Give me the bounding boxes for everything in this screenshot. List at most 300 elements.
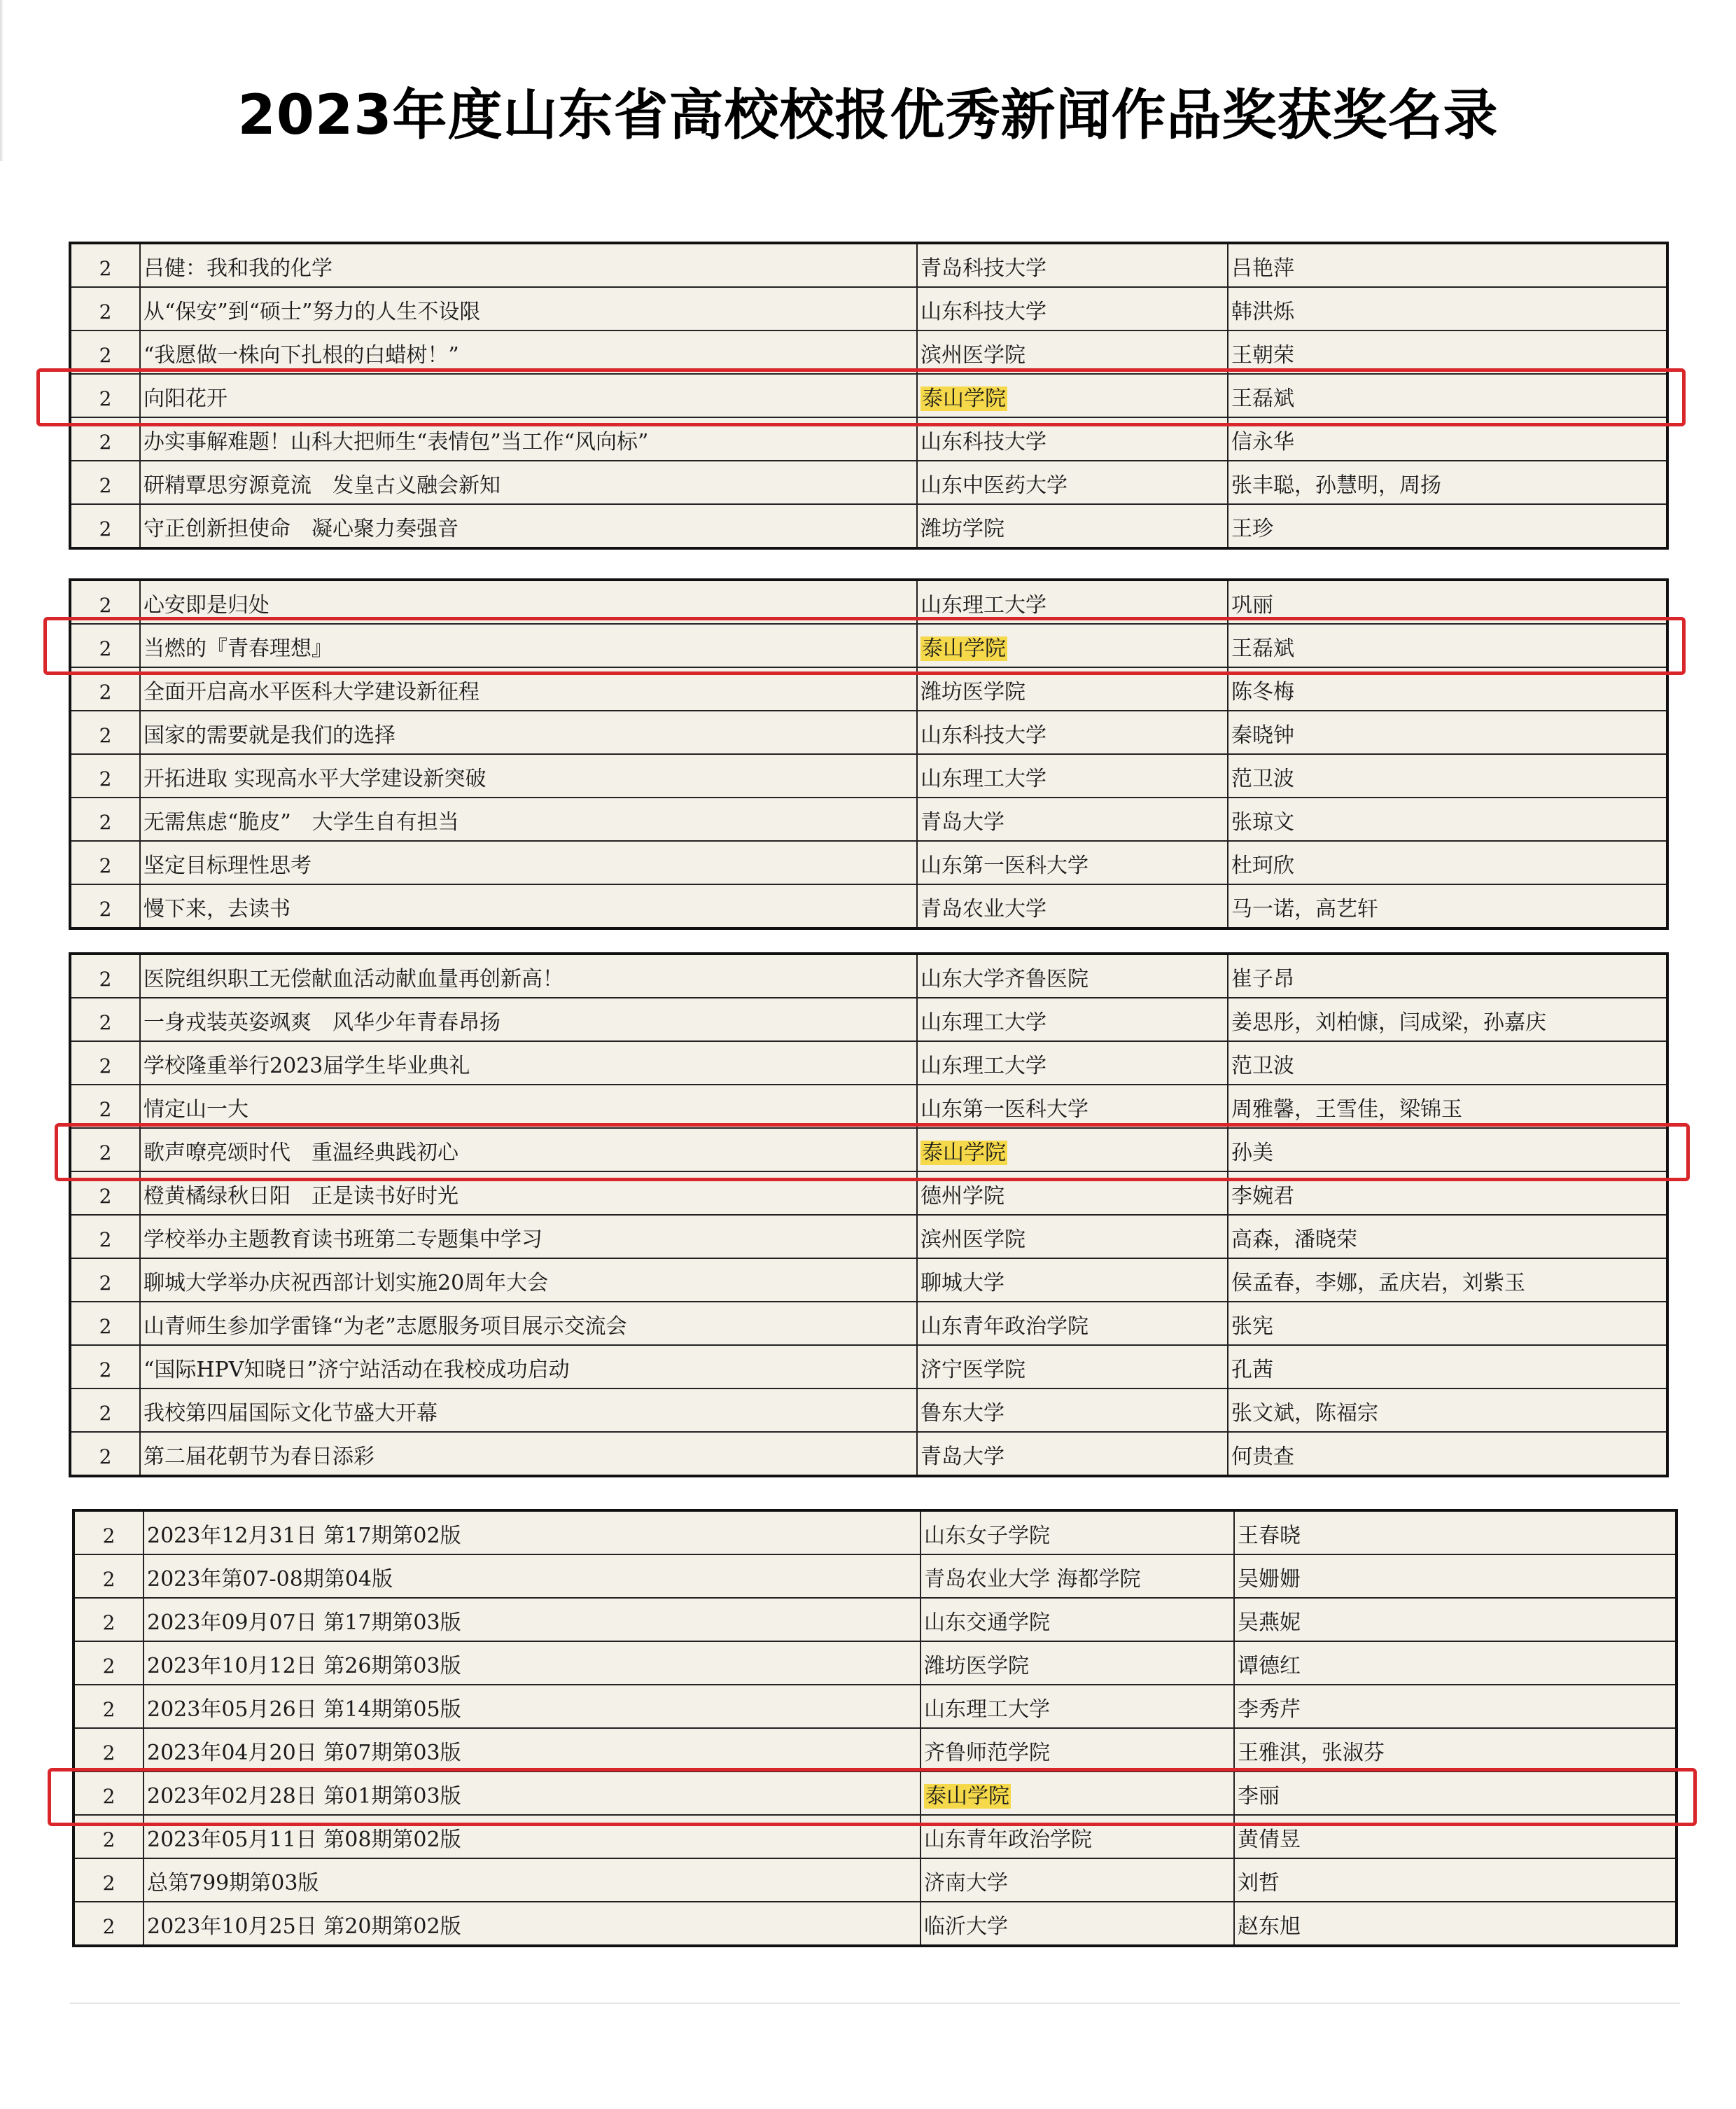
table-row: [70, 374, 1667, 417]
grade-cell: [74, 1858, 144, 1902]
work-title-cell-text: 无需焦虑“脆皮” 大学生自有担当: [144, 810, 459, 835]
work-title-cell-text: “国际HPV知晓日”济宁站活动在我校成功启动: [144, 1358, 570, 1382]
work-title-cell-text: 2023年09月07日 第17期第03版: [147, 1610, 461, 1635]
school-cell: [920, 1598, 1234, 1641]
author-cell: [1228, 954, 1667, 998]
grade-cell-text: 2: [99, 1358, 112, 1381]
work-title-cell-text: 吕健：我和我的化学: [144, 256, 332, 281]
school-cell-text: 泰山学院: [922, 387, 1006, 411]
grade-cell-text: 2: [99, 637, 112, 660]
school-cell: [917, 1345, 1228, 1388]
grade-cell-text: 2: [99, 1445, 112, 1468]
table-row: [70, 1215, 1667, 1258]
grade-cell-text: 2: [99, 767, 112, 791]
work-title-cell: [140, 1085, 917, 1128]
work-title-cell-text: 2023年10月25日 第20期第02版: [147, 1914, 461, 1939]
grade-cell-text: 2: [99, 1098, 112, 1121]
grade-cell: [70, 287, 140, 330]
school-cell: [917, 461, 1228, 504]
grade-cell: [70, 1215, 140, 1258]
work-title-cell-text: 向阳花开: [144, 387, 227, 411]
table-row: [70, 798, 1667, 841]
work-title-cell: [140, 954, 917, 998]
author-cell: [1228, 287, 1667, 330]
author-cell-text: 张丰聪，孙慧明，周扬: [1231, 473, 1441, 498]
author-cell: [1234, 1685, 1676, 1728]
author-cell: [1234, 1902, 1676, 1946]
work-title-cell: [140, 1432, 917, 1476]
work-title-cell-text: 2023年10月12日 第26期第03版: [147, 1654, 461, 1678]
author-cell-text: 谭德红: [1238, 1654, 1301, 1678]
school-cell: [917, 417, 1228, 461]
work-title-cell-text: 从“保安”到“硕士”努力的人生不设限: [144, 300, 481, 324]
grade-cell-text: 2: [99, 1185, 112, 1208]
school-cell-text: 鲁东大学: [920, 1401, 1004, 1426]
author-cell-text: 吴燕妮: [1238, 1610, 1301, 1635]
author-cell: [1228, 1258, 1667, 1302]
grade-cell: [70, 711, 140, 754]
author-cell-text: 吕艳萍: [1231, 256, 1294, 281]
school-cell: [920, 1728, 1234, 1772]
author-cell: [1228, 1345, 1667, 1388]
author-cell-text: 周雅馨，王雪佳，梁锦玉: [1231, 1097, 1462, 1122]
work-title-cell: [140, 624, 917, 667]
grade-cell: [70, 954, 140, 998]
grade-cell: [70, 461, 140, 504]
school-cell-text: 滨州医学院: [920, 343, 1026, 368]
table-row: [70, 1345, 1667, 1388]
author-cell: [1228, 754, 1667, 798]
work-title-cell-text: 学校举办主题教育读书班第二专题集中学习: [144, 1227, 542, 1252]
author-cell-text: 范卫波: [1231, 767, 1294, 791]
grade-cell-text: 2: [99, 681, 112, 704]
author-cell: [1228, 1302, 1667, 1345]
school-cell-text: 潍坊医学院: [920, 680, 1026, 704]
author-cell: [1228, 1432, 1667, 1476]
grade-cell: [74, 1685, 144, 1728]
work-title-cell: [144, 1902, 920, 1946]
work-title-cell-text: 2023年04月20日 第07期第03版: [147, 1741, 461, 1765]
table-row: [70, 884, 1667, 928]
author-cell-text: 马一诺，高艺轩: [1231, 897, 1378, 921]
grade-cell: [70, 754, 140, 798]
work-title-cell-text: 2023年02月28日 第01期第03版: [147, 1784, 461, 1809]
award-table-section-3: [69, 952, 1669, 1477]
table-row: [70, 243, 1667, 287]
grade-cell-text: 2: [99, 1141, 112, 1164]
grade-cell-text: 2: [99, 1228, 112, 1251]
grade-cell-text: 2: [102, 1568, 115, 1591]
table-row: [70, 1171, 1667, 1215]
grade-cell: [74, 1772, 144, 1815]
school-cell: [917, 287, 1228, 330]
author-cell: [1228, 1215, 1667, 1258]
author-cell: [1234, 1728, 1676, 1772]
school-cell-text: 山东科技大学: [920, 723, 1046, 748]
work-title-cell-text: 2023年12月31日 第17期第02版: [147, 1524, 461, 1548]
school-cell-text: 山东科技大学: [920, 300, 1046, 324]
grade-cell: [70, 1432, 140, 1476]
author-cell: [1228, 624, 1667, 667]
work-title-cell-text: 2023年05月11日 第08期第02版: [147, 1828, 461, 1852]
author-cell-text: 刘哲: [1238, 1871, 1280, 1895]
school-cell-text: 山东女子学院: [924, 1524, 1050, 1548]
table-row: [70, 998, 1667, 1041]
work-title-cell-text: 全面开启高水平医科大学建设新征程: [144, 680, 479, 704]
grade-cell-text: 2: [102, 1741, 115, 1765]
school-cell-text: 山东第一医科大学: [920, 1097, 1088, 1122]
grade-cell-text: 2: [99, 1054, 112, 1078]
grade-cell: [70, 624, 140, 667]
table-row: [70, 841, 1667, 884]
author-cell-text: 巩丽: [1231, 593, 1273, 618]
table-row: [74, 1685, 1676, 1728]
author-cell-text: 信永华: [1231, 430, 1294, 454]
grade-cell: [74, 1728, 144, 1772]
author-cell: [1228, 504, 1667, 548]
school-cell-text: 山东理工大学: [920, 593, 1046, 618]
author-cell: [1228, 1085, 1667, 1128]
table-row: [70, 1085, 1667, 1128]
work-title-cell-text: 研精覃思穷源竟流 发皇古义融会新知: [144, 473, 500, 498]
grade-cell-text: 2: [99, 1315, 112, 1338]
grade-cell-text: 2: [99, 517, 112, 541]
table-row: [70, 1432, 1667, 1476]
work-title-cell-text: 心安即是归处: [144, 593, 270, 618]
grade-cell: [70, 1171, 140, 1215]
author-cell-text: 孔茜: [1231, 1358, 1273, 1382]
author-cell-text: 李秀芹: [1238, 1697, 1301, 1722]
work-title-cell-text: 慢下来，去读书: [144, 897, 290, 921]
school-cell: [917, 1388, 1228, 1432]
grade-cell: [70, 1302, 140, 1345]
author-cell: [1228, 243, 1667, 287]
work-title-cell: [140, 1345, 917, 1388]
table-row: [70, 330, 1667, 374]
work-title-cell-text: 橙黄橘绿秋日阳 正是读书好时光: [144, 1184, 458, 1209]
grade-cell-text: 2: [99, 724, 112, 747]
grade-cell: [70, 330, 140, 374]
grade-cell-text: 2: [102, 1785, 115, 1808]
school-cell: [917, 1128, 1228, 1171]
work-title-cell: [140, 330, 917, 374]
author-cell-text: 姜思彤，刘柏慷，闫成梁，孙嘉庆: [1231, 1010, 1546, 1035]
author-cell: [1234, 1772, 1676, 1815]
school-cell: [917, 1085, 1228, 1128]
school-cell-text: 山东青年政治学院: [924, 1828, 1092, 1852]
author-cell: [1234, 1598, 1676, 1641]
grade-cell-text: 2: [102, 1872, 115, 1895]
table-row: [70, 417, 1667, 461]
work-title-cell: [144, 1641, 920, 1685]
school-cell-text: 山东理工大学: [920, 1010, 1046, 1035]
table-row: [70, 1258, 1667, 1302]
author-cell: [1228, 417, 1667, 461]
author-cell-text: 孙美: [1231, 1141, 1273, 1165]
grade-cell: [70, 1388, 140, 1432]
school-cell: [917, 504, 1228, 548]
table-row: [70, 287, 1667, 330]
school-cell: [917, 580, 1228, 624]
school-cell-text: 山东交通学院: [924, 1610, 1050, 1635]
work-title-cell: [140, 667, 917, 711]
school-cell: [917, 711, 1228, 754]
work-title-cell-text: 守正创新担使命 凝心聚力奏强音: [144, 517, 458, 541]
author-cell: [1228, 1171, 1667, 1215]
grade-cell-text: 2: [99, 898, 112, 921]
school-cell-text: 山东科技大学: [920, 430, 1046, 454]
school-cell-text: 泰山学院: [925, 1784, 1009, 1809]
table-row: [74, 1510, 1676, 1554]
author-cell: [1228, 798, 1667, 841]
grade-cell: [70, 417, 140, 461]
author-cell: [1228, 841, 1667, 884]
grade-cell: [70, 243, 140, 287]
work-title-cell: [140, 1302, 917, 1345]
table-row: [70, 1388, 1667, 1432]
work-title-cell: [144, 1598, 920, 1641]
grade-cell-text: 2: [99, 1272, 112, 1295]
table-row: [74, 1554, 1676, 1598]
table-row: [70, 954, 1667, 998]
author-cell-text: 李丽: [1238, 1784, 1280, 1809]
author-cell: [1228, 461, 1667, 504]
work-title-cell: [140, 504, 917, 548]
school-cell-text: 青岛大学: [920, 810, 1004, 835]
table-row: [70, 667, 1667, 711]
author-cell: [1234, 1858, 1676, 1902]
author-cell: [1228, 374, 1667, 417]
grade-cell-text: 2: [102, 1915, 115, 1938]
author-cell: [1234, 1815, 1676, 1858]
grade-cell: [70, 798, 140, 841]
school-cell-text: 济宁医学院: [920, 1358, 1026, 1382]
work-title-cell: [140, 1171, 917, 1215]
work-title-cell: [140, 1128, 917, 1171]
table-row: [70, 711, 1667, 754]
table-row: [70, 754, 1667, 798]
school-cell: [920, 1685, 1234, 1728]
work-title-cell: [140, 754, 917, 798]
work-title-cell: [140, 417, 917, 461]
work-title-cell-text: 2023年第07-08期第04版: [147, 1567, 393, 1592]
school-cell-text: 临沂大学: [924, 1914, 1008, 1939]
grade-cell: [74, 1902, 144, 1946]
school-cell: [920, 1815, 1234, 1858]
school-cell: [917, 998, 1228, 1041]
author-cell-text: 王磊斌: [1231, 387, 1294, 411]
table-row: [70, 1041, 1667, 1085]
work-title-cell: [140, 1041, 917, 1085]
page-title: 2023年度山东省高校校报优秀新闻作品奖获奖名录: [237, 84, 1499, 147]
school-cell: [917, 1258, 1228, 1302]
grade-cell: [70, 884, 140, 928]
grade-cell: [74, 1641, 144, 1685]
work-title-cell: [144, 1510, 920, 1554]
table-row: [74, 1858, 1676, 1902]
school-cell-text: 齐鲁师范学院: [924, 1741, 1050, 1765]
author-cell-text: 王雅淇，张淑芬: [1238, 1741, 1385, 1765]
table-row: [70, 624, 1667, 667]
award-table-section-2: [69, 578, 1669, 930]
work-title-cell-text: 第二届花朝节为春日添彩: [144, 1445, 374, 1469]
work-title-cell: [144, 1728, 920, 1772]
grade-cell: [74, 1598, 144, 1641]
work-title-cell: [144, 1772, 920, 1815]
school-cell: [920, 1641, 1234, 1685]
grade-cell: [74, 1554, 144, 1598]
work-title-cell-text: 开拓进取 实现高水平大学建设新突破: [144, 767, 486, 791]
school-cell: [920, 1772, 1234, 1815]
work-title-cell: [140, 287, 917, 330]
school-cell: [917, 1432, 1228, 1476]
award-table-section-4: [72, 1509, 1678, 1947]
grade-cell-text: 2: [99, 300, 112, 323]
author-cell-text: 王春晓: [1238, 1524, 1301, 1548]
work-title-cell-text: 山青师生参加学雷锋“为老”志愿服务项目展示交流会: [144, 1314, 627, 1339]
grade-cell-text: 2: [102, 1655, 115, 1678]
author-cell: [1228, 884, 1667, 928]
author-cell-text: 秦晓钟: [1231, 723, 1294, 748]
school-cell-text: 潍坊医学院: [924, 1654, 1029, 1678]
work-title-cell: [144, 1554, 920, 1598]
work-title-cell: [140, 884, 917, 928]
school-cell: [917, 1041, 1228, 1085]
work-title-cell: [140, 841, 917, 884]
school-cell-text: 山东理工大学: [920, 767, 1046, 791]
work-title-cell: [140, 798, 917, 841]
table-row: [70, 1128, 1667, 1171]
author-cell-text: 王珍: [1231, 517, 1273, 541]
table-row: [70, 580, 1667, 624]
school-cell-text: 滨州医学院: [920, 1227, 1026, 1252]
author-cell-text: 王磊斌: [1231, 636, 1294, 661]
work-title-cell: [144, 1685, 920, 1728]
author-cell: [1228, 1128, 1667, 1171]
author-cell-text: 黄倩昱: [1238, 1828, 1301, 1852]
author-cell-text: 张宪: [1231, 1314, 1273, 1339]
author-cell: [1228, 330, 1667, 374]
school-cell-text: 山东大学齐鲁医院: [920, 967, 1088, 991]
grade-cell-text: 2: [99, 968, 112, 991]
work-title-cell: [144, 1858, 920, 1902]
school-cell: [917, 754, 1228, 798]
school-cell: [917, 667, 1228, 711]
grade-cell-text: 2: [99, 854, 112, 877]
author-cell-text: 杜珂欣: [1231, 854, 1294, 878]
school-cell-text: 泰山学院: [922, 636, 1006, 661]
school-cell: [917, 884, 1228, 928]
work-title-cell-text: 医院组织职工无偿献血活动献血量再创新高！: [144, 967, 564, 991]
school-cell: [917, 841, 1228, 884]
grade-cell: [70, 504, 140, 548]
grade-cell-text: 2: [99, 431, 112, 454]
footer-divider: [70, 2003, 1680, 2004]
author-cell: [1234, 1641, 1676, 1685]
work-title-cell: [140, 998, 917, 1041]
grade-cell: [70, 1085, 140, 1128]
grade-cell: [70, 1041, 140, 1085]
table-row: [74, 1641, 1676, 1685]
author-cell: [1228, 1041, 1667, 1085]
author-cell-text: 陈冬梅: [1231, 680, 1294, 704]
school-cell: [920, 1858, 1234, 1902]
work-title-cell-text: 坚定目标理性思考: [144, 854, 312, 878]
grade-cell-text: 2: [99, 1402, 112, 1425]
author-cell: [1228, 1388, 1667, 1432]
school-cell-text: 山东理工大学: [920, 1054, 1046, 1078]
grade-cell-text: 2: [99, 811, 112, 834]
work-title-cell-text: 情定山一大: [144, 1097, 248, 1122]
grade-cell-text: 2: [99, 387, 112, 410]
table-row: [74, 1728, 1676, 1772]
author-cell-text: 崔子昂: [1231, 967, 1294, 991]
school-cell: [917, 1171, 1228, 1215]
school-cell: [917, 1215, 1228, 1258]
author-cell: [1234, 1554, 1676, 1598]
school-cell: [920, 1902, 1234, 1946]
work-title-cell-text: “我愿做一株向下扎根的白蜡树！”: [144, 343, 459, 368]
grade-cell-text: 2: [102, 1611, 115, 1634]
author-cell-text: 赵东旭: [1238, 1914, 1301, 1939]
table-row: [74, 1772, 1676, 1815]
school-cell: [917, 624, 1228, 667]
work-title-cell-text: 国家的需要就是我们的选择: [144, 723, 396, 748]
work-title-cell-text: 一身戎装英姿飒爽 风华少年青春昂扬: [144, 1010, 500, 1035]
grade-cell: [70, 374, 140, 417]
school-cell-text: 青岛农业大学 海都学院: [924, 1567, 1141, 1592]
work-title-cell-text: 当燃的『青春理想』: [144, 636, 332, 661]
school-cell-text: 德州学院: [920, 1184, 1004, 1209]
grade-cell: [70, 998, 140, 1041]
table-row: [74, 1902, 1676, 1946]
school-cell-text: 青岛大学: [920, 1445, 1004, 1469]
author-cell-text: 范卫波: [1231, 1054, 1294, 1078]
work-title-cell-text: 歌声嘹亮颂时代 重温经典践初心: [144, 1141, 458, 1165]
author-cell-text: 吴姗姗: [1238, 1567, 1301, 1592]
school-cell-text: 青岛农业大学: [920, 897, 1046, 921]
grade-cell: [70, 1345, 140, 1388]
work-title-cell: [140, 580, 917, 624]
grade-cell-text: 2: [99, 474, 112, 497]
work-title-cell: [140, 243, 917, 287]
school-cell-text: 聊城大学: [920, 1271, 1004, 1295]
school-cell-text: 青岛科技大学: [920, 256, 1046, 281]
table-row: [70, 1302, 1667, 1345]
grade-cell-text: 2: [99, 257, 112, 280]
author-cell: [1228, 998, 1667, 1041]
school-cell: [917, 330, 1228, 374]
grade-cell-text: 2: [99, 344, 112, 367]
author-cell: [1228, 667, 1667, 711]
work-title-cell-text: 总第799期第03版: [147, 1871, 319, 1895]
work-title-cell: [140, 1215, 917, 1258]
school-cell: [917, 798, 1228, 841]
school-cell: [920, 1510, 1234, 1554]
school-cell-text: 山东中医药大学: [920, 473, 1068, 498]
grade-cell: [70, 1258, 140, 1302]
award-table-section-1: [69, 242, 1669, 550]
author-cell-text: 何贵查: [1231, 1445, 1294, 1469]
author-cell-text: 张文斌，陈福宗: [1231, 1401, 1378, 1426]
author-cell-text: 韩洪烁: [1231, 300, 1294, 324]
school-cell: [917, 1302, 1228, 1345]
author-cell-text: 王朝荣: [1231, 343, 1294, 368]
table-row: [74, 1598, 1676, 1641]
author-cell: [1234, 1510, 1676, 1554]
school-cell: [920, 1554, 1234, 1598]
grade-cell-text: 2: [102, 1828, 115, 1851]
